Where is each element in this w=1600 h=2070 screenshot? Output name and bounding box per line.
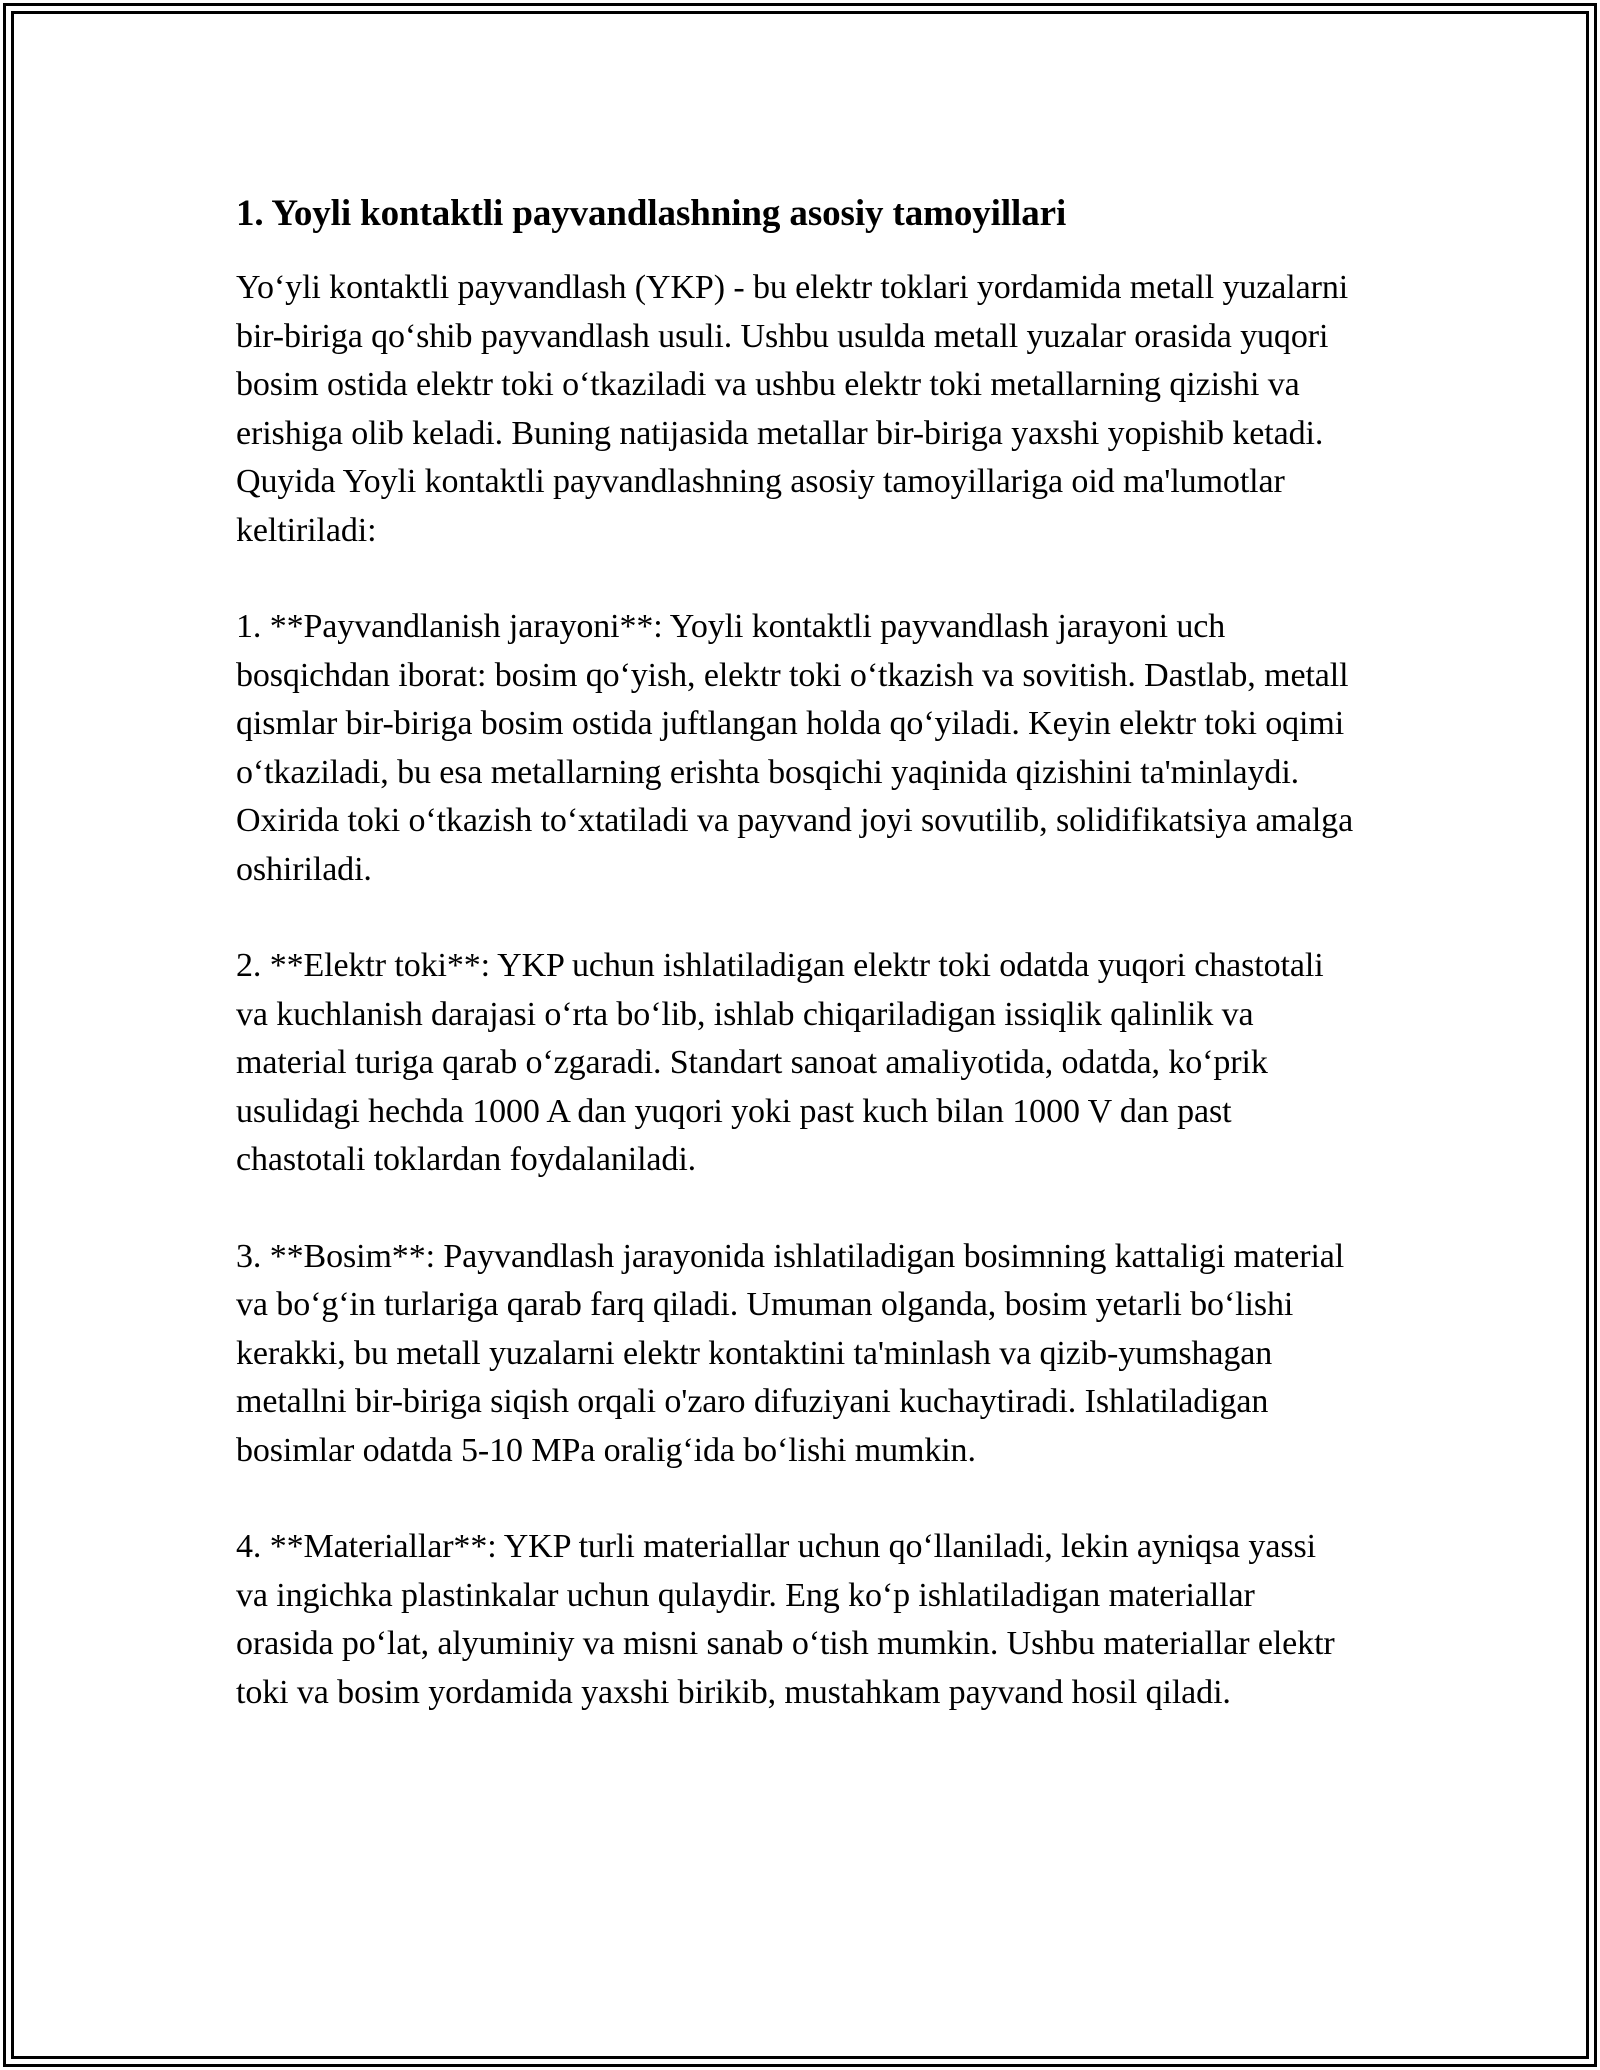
- paragraph-payvandlanish-jarayoni: 1. **Payvandlanish jarayoni**: Yoyli kontaktli payvandlash jarayoni uch bosqichdan iborat: bosim qo‘yish, elektr toki o‘tkazish va sovitish. Dastlab, metall qismlar bir-biriga bosim ostida juftlangan holda qo‘yiladi. Keyin elektr toki oqimi o‘tkaziladi, bu esa metallarning erishta bosqichi yaqinida qizishini ta'minlaydi. Oxirida toki o‘tkazish to‘xtatiladi va payvand joyi sovutilib, solidifikatsiya amalga oshiriladi.: [236, 608, 1354, 888]
- paragraph-materiallar: 4. **Materiallar**: YKP turli materiallar uchun qo‘llaniladi, lekin ayniqsa yassi va ingichka plastinkalar uchun qulaydir. Eng ko‘p ishlatiladigan materiallar orasida po‘lat, alyuminiy va misni sanab o‘tish mumkin. Ushbu materiallar elektr toki va bosim yordamida yaxshi birikib, mustahkam payvand hosil qiladi.: [236, 1528, 1335, 1711]
- intro-paragraph: Yo‘yli kontaktli payvandlash (YKP) - bu elektr toklari yordamida metall yuzalarni bir-biriga qo‘shib payvandlash usuli. Ushbu usulda metall yuzalar orasida yuqori bosim ostida elektr toki o‘tkaziladi va ushbu elektr toki metallarning qizishi va erishiga olib keladi. Buning natijasida metallar bir-biriga yaxshi yopishib ketadi. Quyida Yoyli kontaktli payvandlashning asosiy tamoyillariga oid ma'lumotlar keltiriladi:: [236, 269, 1349, 549]
- paragraph-bosim: 3. **Bosim**: Payvandlash jarayonida ishlatiladigan bosimning kattaligi material va bo‘g‘in turlariga qarab farq qiladi. Umuman olganda, bosim yetarli bo‘lishi kerakki, bu metall yuzalarni elektr kontaktini ta'minlash va qizib-yumshagan metallni bir-biriga siqish orqali o'zaro difuziyani kuchaytiradi. Ishlatiladigan bosimlar odatda 5-10 MPa oralig‘ida bo‘lishi mumkin.: [236, 1237, 1345, 1469]
- document-body: [236, 186, 1356, 1765]
- section-heading: 1. Yoyli kontaktli payvandlashning asosiy tamoyillari: [236, 193, 1067, 234]
- paragraph-elektr-toki: 2. **Elektr toki**: YKP uchun ishlatiladigan elektr toki odatda yuqori chastotali va kuchlanish darajasi o‘rta bo‘lib, ishlab chiqariladigan issiqlik qalinlik va material turiga qarab o‘zgaradi. Standart sanoat amaliyotida, odatda, ko‘prik usulidagi hechda 1000 A dan yuqori yoki past kuch bilan 1000 V dan past chastotali toklardan foydalaniladi.: [236, 947, 1324, 1178]
